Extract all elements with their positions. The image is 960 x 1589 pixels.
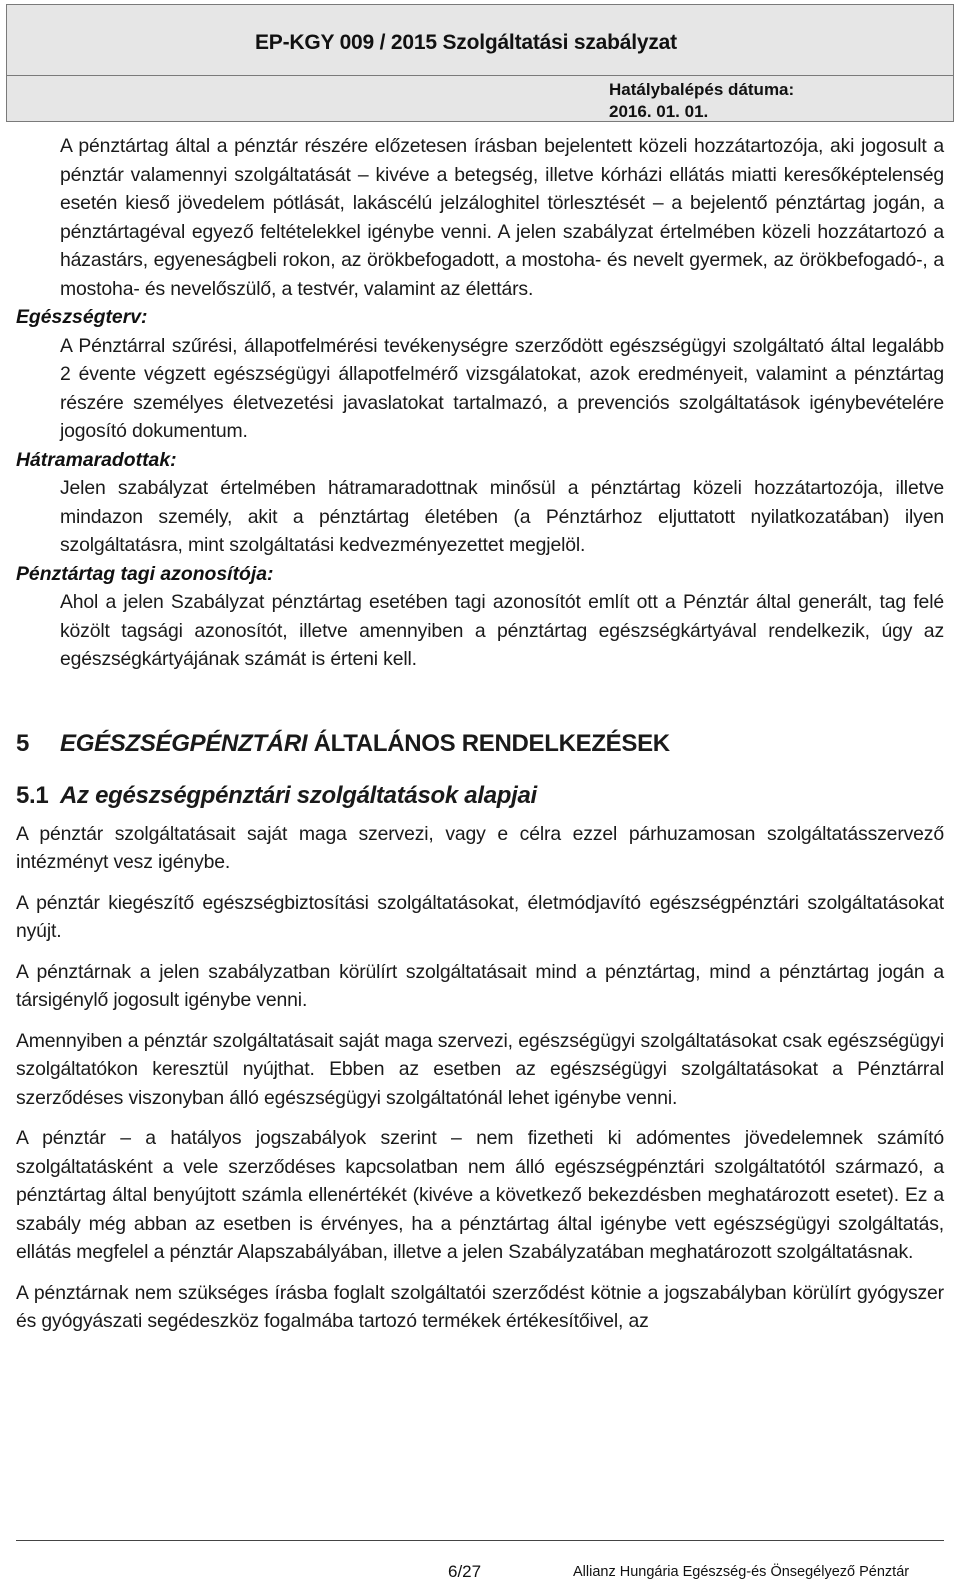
paragraph: A pénztárnak nem szükséges írásba foglalt szolgáltatói szerződést kötnie a jogszabályban körülírt gyógyszer és gyógyászati segédeszköz fogalmába tartozó termékek értékesítőivel, az <box>16 1281 944 1332</box>
effective-date-label: Hatálybalépés dátuma: <box>609 80 795 99</box>
document-title: EP-KGY 009 / 2015 Szolgáltatási szabályzat <box>255 31 677 54</box>
section-title-italic: EGÉSZSÉGPÉNZTÁRI <box>60 729 308 757</box>
subsection-number: 5.1 <box>16 781 49 809</box>
definition-term-hatramaradottak: Hátramaradottak: <box>16 448 177 471</box>
footer-divider <box>16 1540 944 1541</box>
definition-text-egeszsegterv: A Pénztárral szűrési, állapotfelmérési tevékenységre szerződött egészségügyi szolgáltató által legalább 2 évente végzett egészségügyi állapotfelmérő vizsgálatokat, azok eredményeit, valamint a pénztártag részére személyes életvezetési javaslatokat tartalmazó, a prevenciós szolgáltatások igénybevételére jogosító dokumentum. <box>60 334 944 442</box>
header-title-box <box>6 4 954 76</box>
paragraph: Amennyiben a pénztár szolgáltatásait saját maga szervezi, egészségügyi szolgáltatásokat csak egészségügyi szolgáltatókon keresztül nyújthat. Ebben az esetben az egészségügyi szolgáltatásokat a Pénztárral szerződéses viszonyban álló egészségügyi szolgáltatónál lehet igénybe venni. <box>16 1029 944 1109</box>
section-title-rest: ÁLTALÁNOS RENDELKEZÉSEK <box>307 729 670 757</box>
definition-term-egeszsegterv: Egészségterv: <box>16 306 148 328</box>
section-number: 5 <box>16 729 30 757</box>
paragraph: A pénztár – a hatályos jogszabályok szerint – nem fizetheti ki adómentes jövedelemnek számító szolgáltatásként a vele szerződéses kapcsolatban nem álló egészségpénztári szolgáltatótól származó, a pénztártag által benyújtott számla ellenértékét (kivéve a következő bekezdésben meghatározott esetet). Ez a szabály még abban az esetben is érvényes, ha a pénztártag által igénybe vett egészségügyi szolgáltatás, ellátás megfelel a pénztár Alapszabályában, illetve a jelen Szabályzatában meghatározott szolgáltatásnak. <box>16 1127 944 1263</box>
page-header <box>0 0 960 124</box>
subsection-title: Az egészségpénztári szolgáltatások alapjai <box>60 781 537 809</box>
effective-date-value: 2016. 01. 01. <box>609 102 709 121</box>
section-heading-5 <box>16 728 944 760</box>
definition-text-hatramaradottak: Jelen szabályzat értelmében hátramaradottnak minősül a pénztártag közeli hozzátartozója, illetve mindazon személy, akit a pénztártag életében (a Pénztárhoz eljuttatott nyilatkozatában) ilyen szolgáltatásra, mint szolgáltatási kedvezményezettet megjelöl. <box>60 477 944 556</box>
organization-name: Allianz Hungária Egészség-és Önsegélyező Pénztár <box>573 1564 910 1580</box>
paragraph: A pénztárnak a jelen szabályzatban körülírt szolgáltatásait mind a pénztártag, mind a pénztártag jogán a társigénylő jogosult igénybe venni. <box>16 960 944 1011</box>
page-number: 6/27 <box>448 1562 482 1581</box>
paragraph: A pénztár kiegészítő egészségbiztosítási szolgáltatásokat, életmódjavító egészségpénztári szolgáltatásokat nyújt. <box>16 891 944 942</box>
document-body <box>16 132 944 1336</box>
definition-term-tagi-azonosito: Pénztártag tagi azonosítója: <box>16 562 274 585</box>
section-heading-5-1 <box>16 780 944 812</box>
definition-kozeli-hozzatartozo: A pénztártag által a pénztár részére előzetesen írásban bejelentett közeli hozzátartozója, aki jogosult a pénztár valamennyi szolgáltatását – kivéve a betegség, illetve kórházi ellátás miatti keresőképtelenség esetén kieső jövedelem pótlását, lakáscélú jelzáloghitel törlesztését – a bejelentő pénztártag jogán, a pénztártagéval egyező feltételekkel igénybe venni. A jelen szabályzat értelmében közeli hozzátartozó a házastárs, egyeneságbeli rokon, az örökbefogadott, a mostoha- és nevelt gyermek, az örökbefogadó-, a mostoha- és nevelőszülő, a testvér, valamint az élettárs. <box>60 135 944 300</box>
definition-text-tagi-azonosito: Ahol a jelen Szabályzat pénztártag esetében tagi azonosítót említ ott a Pénztár által generált, tag felé közölt tagsági azonosítót, illetve amennyiben a pénztártag egészségkártyával rendelkezik, úgy az egészségkártyájának számát is érteni kell. <box>60 591 944 670</box>
header-date-box <box>6 76 954 122</box>
page-footer <box>0 1540 960 1589</box>
paragraph: A pénztár szolgáltatásait saját maga szervezi, vagy e célra ezzel párhuzamosan szolgáltatásszervező intézményt vesz igénybe. <box>16 822 944 873</box>
